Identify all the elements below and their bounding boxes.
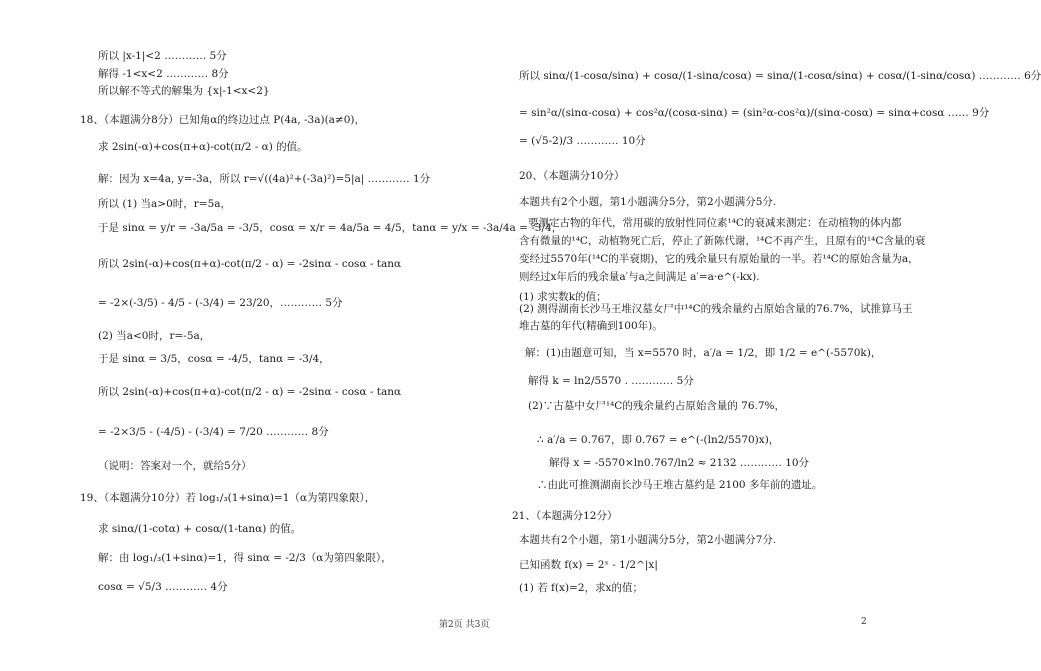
left-line-7: 所以 (1) 当a>0时，r=5a， bbox=[98, 198, 232, 210]
right-line-11: (2) 测得湖南长沙马王堆汉墓女尸中¹⁴C的残余量约占原始含量的76.7%，试推算马王 bbox=[519, 303, 913, 315]
left-line-9: 所以 2sin(-α)+cos(π+α)-cot(π/2 - α) = -2sinα - cosα - tanα bbox=[98, 258, 402, 270]
right-line-8: 变经过5570年(¹⁴C的半衰期)，它的残余量只有原始量的一半。若¹⁴C的原始含量为a， bbox=[519, 253, 919, 265]
left-line-2: 解得 -1<x<2 ………… 8分 bbox=[98, 68, 229, 80]
right-line-15: (2)∵古墓中女尸¹⁴C的残余量约占原始含量的 76.7%， bbox=[528, 400, 786, 412]
right-line-6: 要测定古物的年代，常用碳的放射性同位素¹⁴C的衰减来测定：在动植物的体内都 bbox=[528, 217, 902, 229]
left-line-18: 解：由 log₁/₃(1+sinα)=1，得 sinα = -2/3（α为第四象限）， bbox=[98, 552, 392, 564]
problem-18-header: 18、（本题满分8分）已知角α的终边过点 P(4a, -3a)(a≠0)， bbox=[80, 114, 366, 126]
right-line-22: (1) 若 f(x)=2，求x的值； bbox=[519, 582, 643, 594]
left-line-15: （说明：答案对一个，就给5分） bbox=[98, 460, 252, 472]
right-line-3: = (√5-2)/3 ………… 10分 bbox=[519, 135, 646, 147]
right-line-2: = sin²α/(sinα-cosα) + cos²α/(cosα-sinα) = (sin²α-cos²α)/(sinα-cosα) = sinα+cosα …… 9分 bbox=[519, 107, 990, 119]
right-line-18: ∴由此可推测湖南长沙马王堆古墓约是 2100 多年前的遗址。 bbox=[537, 479, 823, 491]
left-line-17: 求 sinα/(1-cotα) + cosα/(1-tanα) 的值。 bbox=[98, 523, 302, 535]
left-line-13: 所以 2sin(-α)+cos(π+α)-cot(π/2 - α) = -2sinα - cosα - tanα bbox=[98, 386, 402, 398]
right-line-13: 解：(1)由题意可知，当 x=5570 时，a′/a = 1/2，即 1/2 = e^(-5570k)， bbox=[525, 347, 882, 359]
right-line-12: 堆古墓的年代(精确到100年)。 bbox=[519, 320, 663, 332]
right-line-9: 则经过x年后的残余量a′与a之间满足 a′=a·e^(-kx). bbox=[519, 271, 760, 283]
left-line-1: 所以 |x-1|<2 ………… 5分 bbox=[98, 50, 227, 62]
left-line-5: 求 2sin(-α)+cos(π+α)-cot(π/2 - α) 的值。 bbox=[98, 141, 308, 153]
right-line-16: ∴ a′/a = 0.767，即 0.767 = e^(-(ln2/5570)x)， bbox=[537, 434, 780, 446]
right-line-10: (1) 求实数k的值； bbox=[519, 291, 607, 303]
left-line-14: = -2×3/5 - (-4/5) - (-3/4) = 7/20 ………… 8分 bbox=[98, 426, 329, 438]
right-line-5: 本题共有2个小题，第1小题满分5分，第2小题满分5分. bbox=[519, 196, 777, 208]
left-line-12: 于是 sinα = 3/5，cosα = -4/5，tanα = -3/4， bbox=[98, 353, 330, 365]
right-line-14: 解得 k = ln2/5570 . ………… 5分 bbox=[528, 375, 694, 387]
right-line-17: 解得 x = -5570×ln0.767/ln2 ≈ 2132 ………… 10分 bbox=[549, 457, 810, 469]
left-line-6: 解：因为 x=4a, y=-3a，所以 r=√((4a)²+(-3a)²)=5|a| ………… 1分 bbox=[98, 173, 431, 185]
right-line-21: 已知函数 f(x) = 2ˣ - 1/2^|x| bbox=[519, 559, 658, 571]
left-line-8: 于是 sinα = y/r = -3a/5a = -3/5，cosα = x/r = 4a/5a = 4/5，tanα = y/x = -3a/4a = -3/4， bbox=[98, 222, 563, 234]
page-info: 第2页 共3页 bbox=[439, 620, 490, 630]
right-line-7: 含有微量的¹⁴C，动植物死亡后，停止了新陈代谢，¹⁴C不再产生，且原有的¹⁴C含量的衰 bbox=[519, 235, 926, 247]
problem-20-header: 20、（本题满分10分） bbox=[519, 170, 625, 182]
left-line-10: = -2×(-3/5) - 4/5 - (-3/4) = 23/20，………… 5分 bbox=[98, 297, 343, 309]
problem-19-header: 19、（本题满分10分）若 log₁/₃(1+sinα)=1（α为第四象限）， bbox=[80, 492, 376, 504]
problem-21-header: 21、（本题满分12分） bbox=[512, 510, 618, 522]
left-line-11: (2) 当a<0时，r=-5a， bbox=[98, 330, 211, 342]
left-line-19: cosα = √5/3 ………… 4分 bbox=[98, 581, 228, 593]
right-line-20: 本题共有2个小题，第1小题满分5分，第2小题满分7分. bbox=[519, 534, 777, 546]
left-line-3: 所以解不等式的解集为 {x|-1<x<2} bbox=[98, 85, 270, 97]
right-line-1: 所以 sinα/(1-cosα/sinα) + cosα/(1-sinα/cosα) = sinα/(1-cosα/sinα) + cosα/(1-sinα/cosα) ………… 6分 bbox=[519, 70, 1041, 82]
page-number: 2 bbox=[861, 617, 867, 627]
